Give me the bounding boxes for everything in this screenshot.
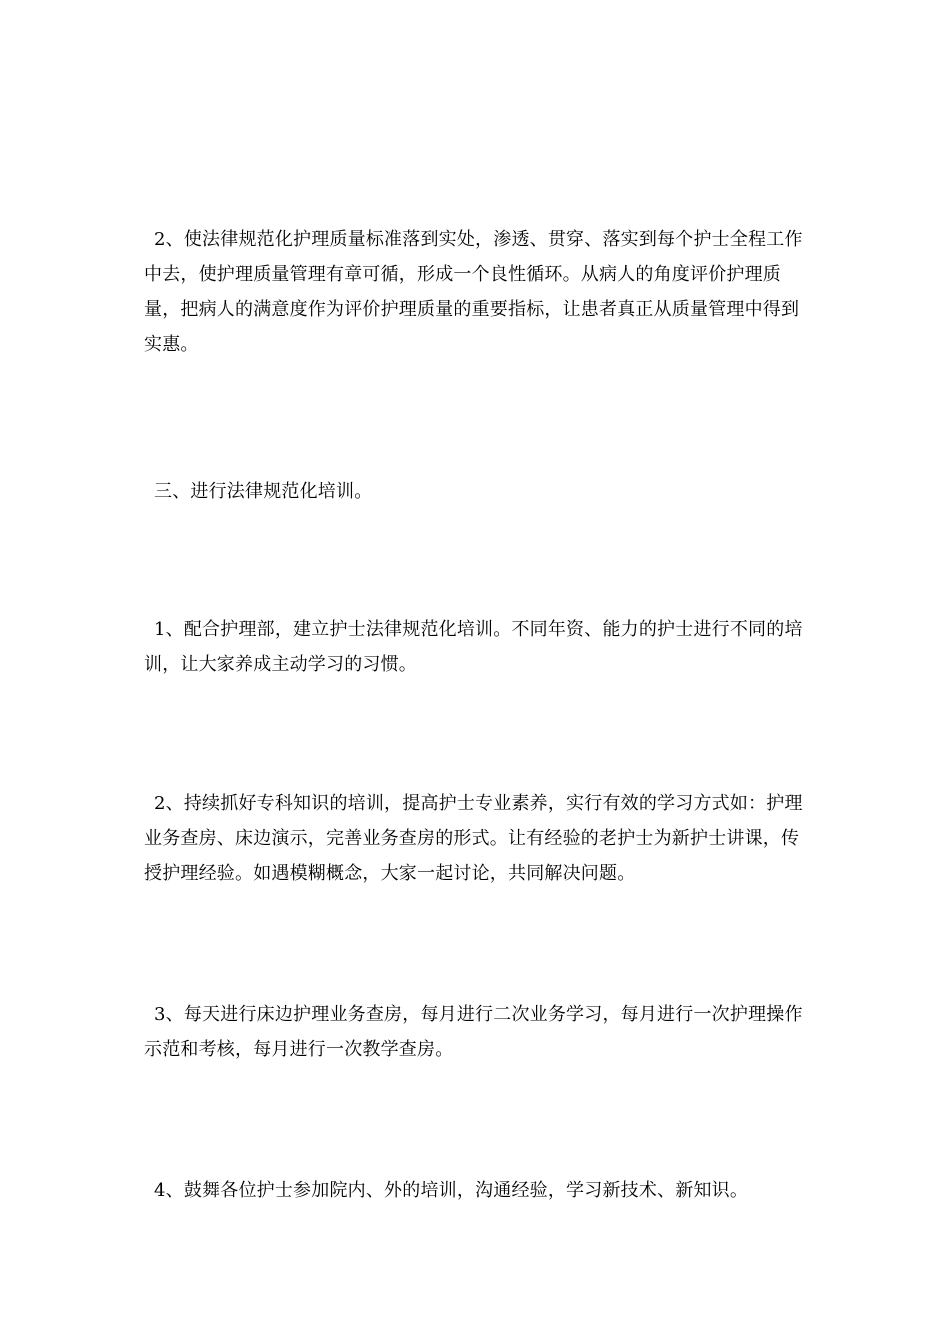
paragraph-training-item-4: 4、鼓舞各位护士参加院内、外的培训，沟通经验，学习新技术、新知识。 [154, 1180, 749, 1201]
paragraph-training-item-1: 1、配合护理部，建立护士法律规范化培训。不同年资、能力的护士进行不同的培训，让大家养成主动学习的习惯。 [144, 619, 803, 675]
paragraph-quality-standards: 2、使法律规范化护理质量标准落到实处，渗透、贯穿、落实到每个护士全程工作中去，使护理质量管理有章可循，形成一个良性循环。从病人的角度评价护理质量，把病人的满意度作为评价护理质量的重要指标，让患者真正从质量管理中得到实惠。 [144, 229, 803, 355]
paragraph-training-item-3: 3、每天进行床边护理业务查房，每月进行二次业务学习，每月进行一次护理操作示范和考核，每月进行一次教学查房。 [144, 1004, 803, 1060]
section-heading-training: 三、进行法律规范化培训。 [154, 481, 373, 502]
paragraph-training-item-2: 2、持续抓好专科知识的培训，提高护士专业素养，实行有效的学习方式如：护理业务查房、床边演示，完善业务查房的形式。让有经验的老护士为新护士讲课，传授护理经验。如遇模糊概念，大家一起讨论，共同解决问题。 [144, 793, 803, 884]
